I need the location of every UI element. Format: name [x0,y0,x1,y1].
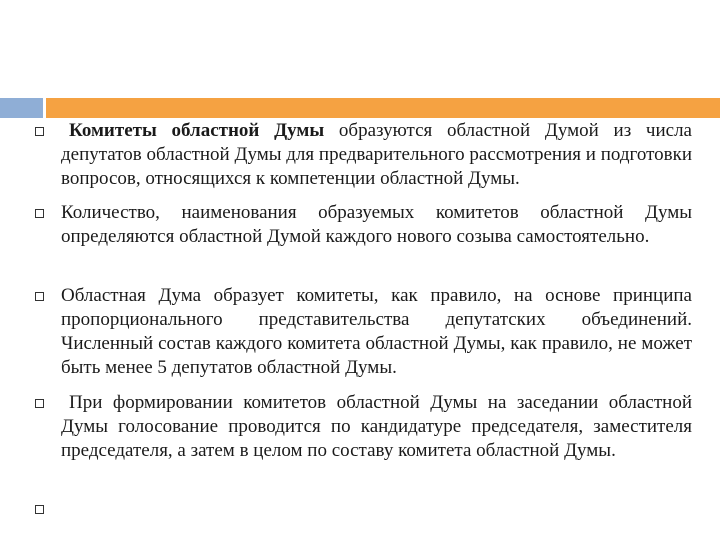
square-bullet-icon [35,127,44,136]
bullet-body-text: образуются областной Думой из числа депутатов областной Думы для предварительного рассмотрения и подготовки вопросов, относящихся к компетенции областной Думы. [61,120,692,189]
bullet-text: Областная Дума образует комитеты, как правило, на основе принципа пропорционального представительства депутатских объединений. Численный состав каждого комитета областной Думы, как правило, не может быть менее 5 депутатов областной Думы. [61,285,692,378]
bullet-bold-text: Комитеты областной Думы [69,120,325,141]
square-bullet-icon [35,399,44,408]
bullet-text: Количество, наименования образуемых комитетов областной Думы определяются областной Думой каждого нового созыва самостоятельно. [61,202,692,247]
bullet-text [61,391,692,463]
bullet-body-text: При формировании комитетов областной Думы на заседании областной Думы голосование проводится по кандидатуре председателя, заместителя председателя, а затем в целом по составу комитета областной Думы. [61,392,692,461]
square-bullet-icon [35,209,44,218]
square-bullet-icon [35,292,44,301]
square-bullet-icon [35,505,44,514]
bullet-text [61,119,692,191]
